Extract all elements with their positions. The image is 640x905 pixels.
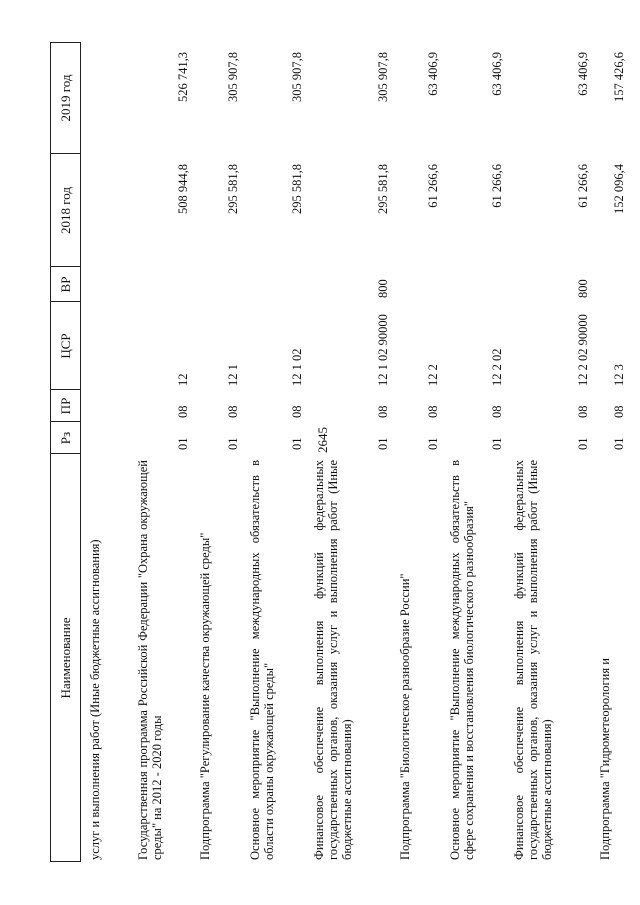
row-rz: 01: [612, 437, 626, 450]
row-name: Основное мероприятие "Выполнение международных обязательств в области охраны окружающей среды": [248, 460, 276, 860]
header-pr: ПР: [58, 397, 73, 415]
row-rz: 01: [576, 437, 590, 450]
row-pr: 08: [426, 405, 440, 418]
row-2018: 61 266,6: [426, 164, 440, 208]
row-rz: 01: [426, 437, 440, 450]
row-csr: 12 1 02: [290, 348, 304, 386]
row-2019: 157 426,6: [612, 52, 626, 102]
row-name: Основное мероприятие "Выполнение международных обязательств в сфере сохранения и восстановления биологического разнообразия": [448, 460, 476, 860]
row-name: Подпрограмма "Биологическое разнообразие России": [398, 573, 412, 860]
header-vr: ВР: [58, 276, 73, 293]
row-2019: 305 907,8: [290, 52, 304, 102]
row-rz: 01: [376, 437, 390, 450]
row-pr: 08: [612, 405, 626, 418]
header-bottom-border: [80, 42, 81, 862]
row-csr: 12 1: [226, 364, 240, 386]
row-rz: 01: [226, 437, 240, 450]
header-divider: [50, 421, 81, 422]
row-csr: 12 2 02: [490, 348, 504, 386]
row-name: услуг и выполнения работ (Иные бюджетные ассигнования): [88, 539, 102, 860]
row-2019: 63 406,9: [576, 52, 590, 96]
row-pr: 08: [490, 405, 504, 418]
row-2019: 526 741,3: [176, 52, 190, 102]
row-rz: 01: [290, 437, 304, 450]
row-2018: 152 096,4: [612, 164, 626, 214]
row-name: Подпрограмма "Регулирование качества окружающей среды": [198, 532, 212, 860]
row-vr: 800: [576, 279, 590, 298]
rotated-table: [50, 42, 626, 862]
header-csr: ЦСР: [58, 333, 73, 359]
header-divider: [50, 861, 81, 862]
header-divider: [50, 42, 81, 43]
header-divider: [50, 453, 81, 454]
row-2019: 305 907,8: [376, 52, 390, 102]
rotated-table-frame: [50, 0, 626, 905]
header-divider: [50, 266, 81, 267]
row-2018: 61 266,6: [490, 164, 504, 208]
row-vr: 800: [376, 279, 390, 298]
row-2019: 63 406,9: [490, 52, 504, 96]
header-2019: 2019 год: [58, 74, 73, 122]
row-name: Финансовое обеспечение выполнения функций федеральных государственных органов, оказания услуг и выполнения работ (Иные бюджетные ассигнования): [312, 460, 354, 860]
row-csr: 12: [176, 373, 190, 386]
header-2018: 2018 год: [58, 187, 73, 234]
row-pr: 08: [290, 405, 304, 418]
row-name: Финансовое обеспечение выполнения функций федеральных государственных органов, оказания услуг и выполнения работ (Иные бюджетные ассигнования): [512, 460, 554, 860]
header-divider: [50, 301, 81, 302]
header-divider: [50, 153, 81, 154]
row-csr: 12 2: [426, 364, 440, 386]
row-2019: 63 406,9: [426, 52, 440, 96]
row-2018: 295 581,8: [376, 164, 390, 214]
header-name: Наименование: [58, 617, 73, 699]
row-2018: 295 581,8: [226, 164, 240, 214]
row-2019: 305 907,8: [226, 52, 240, 102]
row-pr: 08: [576, 405, 590, 418]
header-top-border: [50, 42, 51, 862]
row-name: Государственная программа Российской Федерации "Охрана окружающей среды" на 2012 - 2020 годы: [136, 460, 164, 860]
row-pr: 08: [176, 405, 190, 418]
row-csr: 12 3: [612, 364, 626, 386]
row-2018: 61 266,6: [576, 164, 590, 208]
row-rz: 01: [176, 437, 190, 450]
budget-table: [50, 42, 626, 862]
row-rz: 01: [490, 437, 504, 450]
row-csr: 12 1 02 90000: [376, 314, 390, 386]
row-pr: 08: [376, 405, 390, 418]
row-2018: 295 581,8: [290, 164, 304, 214]
header-rz: Рз: [58, 431, 73, 445]
header-divider: [50, 389, 81, 390]
row-name: Подпрограмма "Гидрометеорология и: [598, 658, 612, 860]
row-csr: 12 2 02 90000: [576, 314, 590, 386]
page-number: 2645: [315, 427, 330, 453]
row-pr: 08: [226, 405, 240, 418]
row-2018: 508 944,8: [176, 164, 190, 214]
